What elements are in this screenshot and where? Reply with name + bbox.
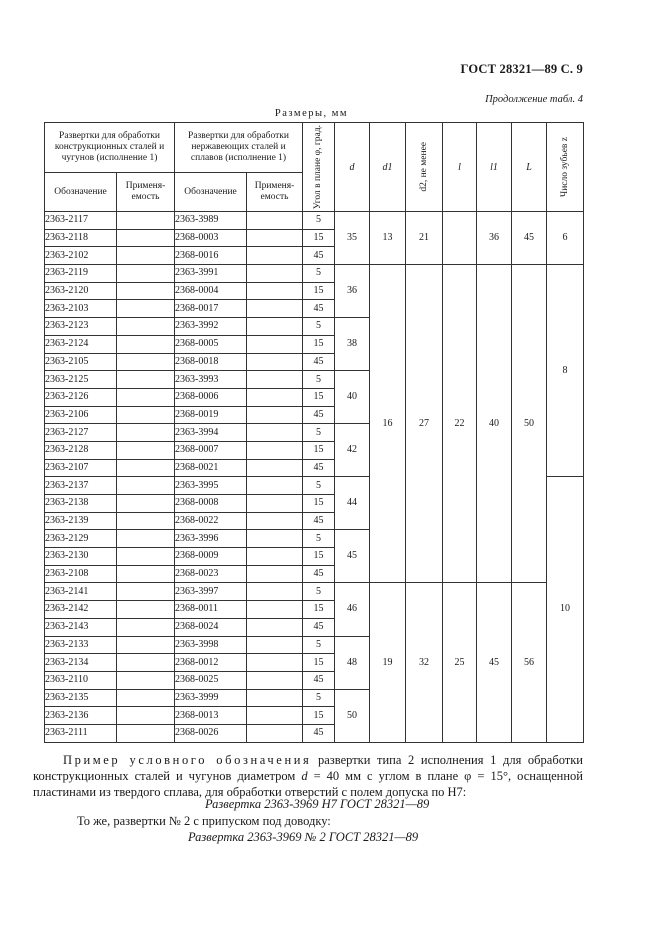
angle-value: 15	[303, 707, 335, 725]
angle-value: 15	[303, 601, 335, 619]
header-d2-text: d2, не менее	[418, 142, 429, 192]
reamer-table	[44, 122, 584, 743]
angle-value: 15	[303, 282, 335, 300]
angle-value: 45	[303, 247, 335, 265]
designation-structural: 2363-2108	[45, 565, 117, 583]
applicability-stainless	[247, 371, 303, 389]
header-applicability-2: Применя-емость	[247, 173, 303, 212]
applicability-stainless	[247, 441, 303, 459]
designation-stainless: 2368-0006	[175, 388, 247, 406]
example-paragraph	[33, 752, 583, 800]
d-value: 46	[335, 583, 370, 636]
angle-value: 15	[303, 548, 335, 566]
applicability-structural	[117, 229, 175, 247]
applicability-structural	[117, 689, 175, 707]
applicability-stainless	[247, 353, 303, 371]
header-group-structural: Развертки для обработки конструкционных сталей и чугунов (исполнение 1)	[45, 123, 175, 173]
designation-stainless: 2363-3998	[175, 636, 247, 654]
d1-value: 16	[370, 265, 406, 583]
designation-stainless: 2368-0013	[175, 707, 247, 725]
l1-value: 45	[477, 583, 512, 742]
applicability-structural	[117, 724, 175, 742]
d-value: 44	[335, 477, 370, 530]
designation-structural: 2363-2130	[45, 548, 117, 566]
applicability-structural	[117, 565, 175, 583]
header-designation-1: Обозначение	[45, 173, 117, 212]
l-value: 22	[443, 265, 477, 583]
designation-structural: 2363-2133	[45, 636, 117, 654]
designation-structural: 2363-2102	[45, 247, 117, 265]
angle-value: 5	[303, 636, 335, 654]
angle-value: 45	[303, 353, 335, 371]
designation-stainless: 2368-0008	[175, 495, 247, 513]
example-text: развертки типа 2 исполнения 1 для обработки конструкционных сталей и чугунов диаметром	[33, 753, 583, 783]
designation-stainless: 2368-0023	[175, 565, 247, 583]
designation-structural: 2363-2117	[45, 212, 117, 230]
designation-stainless: 2368-0019	[175, 406, 247, 424]
angle-value: 15	[303, 335, 335, 353]
d2-value: 21	[406, 212, 443, 265]
angle-value: 45	[303, 512, 335, 530]
applicability-structural	[117, 495, 175, 513]
teeth-value: 8	[547, 265, 584, 477]
applicability-structural	[117, 636, 175, 654]
applicability-stainless	[247, 618, 303, 636]
applicability-stainless	[247, 671, 303, 689]
angle-value: 5	[303, 265, 335, 283]
applicability-structural	[117, 212, 175, 230]
applicability-stainless	[247, 530, 303, 548]
designation-structural: 2363-2110	[45, 671, 117, 689]
applicability-structural	[117, 371, 175, 389]
applicability-structural	[117, 441, 175, 459]
designation-stainless: 2363-3994	[175, 424, 247, 442]
L-value: 45	[512, 212, 547, 265]
designation-structural: 2363-2111	[45, 724, 117, 742]
example-d-symbol: d	[301, 769, 308, 783]
designation-structural: 2363-2120	[45, 282, 117, 300]
example-text-2: = 40 мм с углом в плане φ = 15°, оснащенной пластинами из твердого сплава, для обработки отверстий с полем допуска по Н7:	[33, 769, 583, 799]
applicability-stainless	[247, 654, 303, 672]
l1-value: 40	[477, 265, 512, 583]
applicability-structural	[117, 388, 175, 406]
applicability-stainless	[247, 707, 303, 725]
teeth-value: 10	[547, 477, 584, 742]
header-d1: d1	[370, 123, 406, 212]
header-d2	[406, 123, 443, 212]
designation-structural: 2363-2105	[45, 353, 117, 371]
angle-value: 45	[303, 300, 335, 318]
applicability-stainless	[247, 229, 303, 247]
designation-stainless: 2368-0021	[175, 459, 247, 477]
header-teeth	[547, 123, 584, 212]
angle-value: 15	[303, 229, 335, 247]
applicability-stainless	[247, 282, 303, 300]
applicability-stainless	[247, 300, 303, 318]
d-value: 48	[335, 636, 370, 689]
l1-value: 36	[477, 212, 512, 265]
header-designation-2: Обозначение	[175, 173, 247, 212]
d-value: 36	[335, 265, 370, 318]
angle-value: 15	[303, 495, 335, 513]
designation-structural: 2363-2142	[45, 601, 117, 619]
angle-value: 45	[303, 565, 335, 583]
example-heading: Пример условного обозначения	[63, 753, 312, 767]
designation-structural: 2363-2141	[45, 583, 117, 601]
l-value: 25	[443, 583, 477, 742]
designation-stainless: 2368-0007	[175, 441, 247, 459]
header-angle	[303, 123, 335, 212]
designation-structural: 2363-2136	[45, 707, 117, 725]
table-continuation-label: Продолжение табл. 4	[485, 94, 583, 105]
applicability-stainless	[247, 495, 303, 513]
designation-structural: 2363-2134	[45, 654, 117, 672]
angle-value: 5	[303, 689, 335, 707]
d-value: 45	[335, 530, 370, 583]
designation-structural: 2363-2126	[45, 388, 117, 406]
applicability-structural	[117, 477, 175, 495]
applicability-structural	[117, 300, 175, 318]
header-teeth-text: Число зубьев z	[559, 137, 570, 197]
angle-value: 45	[303, 618, 335, 636]
applicability-stainless	[247, 565, 303, 583]
applicability-stainless	[247, 548, 303, 566]
designation-structural: 2363-2137	[45, 477, 117, 495]
applicability-structural	[117, 335, 175, 353]
applicability-stainless	[247, 512, 303, 530]
table-row	[45, 212, 584, 230]
d1-value: 13	[370, 212, 406, 265]
angle-value: 45	[303, 459, 335, 477]
designation-structural: 2363-2125	[45, 371, 117, 389]
designation-structural: 2363-2124	[45, 335, 117, 353]
designation-stainless: 2368-0012	[175, 654, 247, 672]
applicability-stainless	[247, 636, 303, 654]
page-header: ГОСТ 28321—89 С. 9	[460, 62, 583, 76]
applicability-stainless	[247, 318, 303, 336]
designation-structural: 2363-2106	[45, 406, 117, 424]
designation-stainless: 2368-0026	[175, 724, 247, 742]
applicability-structural	[117, 247, 175, 265]
designation-structural: 2363-2128	[45, 441, 117, 459]
angle-value: 5	[303, 424, 335, 442]
angle-value: 5	[303, 371, 335, 389]
applicability-stainless	[247, 601, 303, 619]
header-L: L	[512, 123, 547, 212]
designation-example-2: Развертка 2363-3969 № 2 ГОСТ 28321—89	[188, 830, 419, 844]
angle-value: 15	[303, 441, 335, 459]
designation-structural: 2363-2118	[45, 229, 117, 247]
angle-value: 5	[303, 477, 335, 495]
table-body	[45, 212, 584, 743]
applicability-stainless	[247, 247, 303, 265]
designation-structural: 2363-2123	[45, 318, 117, 336]
L-value: 50	[512, 265, 547, 583]
applicability-structural	[117, 512, 175, 530]
applicability-stainless	[247, 724, 303, 742]
header-l1: l1	[477, 123, 512, 212]
applicability-structural	[117, 353, 175, 371]
angle-value: 45	[303, 406, 335, 424]
table-row	[45, 583, 584, 601]
applicability-stainless	[247, 583, 303, 601]
designation-structural: 2363-2138	[45, 495, 117, 513]
designation-stainless: 2368-0022	[175, 512, 247, 530]
applicability-structural	[117, 424, 175, 442]
same-note: То же, развертки № 2 с припуском под доводку:	[77, 814, 331, 828]
applicability-structural	[117, 671, 175, 689]
applicability-stainless	[247, 477, 303, 495]
angle-value: 45	[303, 671, 335, 689]
applicability-structural	[117, 707, 175, 725]
header-angle-text: Угол в плане φ, град.	[313, 124, 324, 210]
applicability-structural	[117, 282, 175, 300]
designation-stainless: 2368-0017	[175, 300, 247, 318]
designation-structural: 2363-2127	[45, 424, 117, 442]
designation-stainless: 2363-3999	[175, 689, 247, 707]
d1-value: 19	[370, 583, 406, 742]
designation-structural: 2363-2135	[45, 689, 117, 707]
designation-structural: 2363-2119	[45, 265, 117, 283]
angle-value: 5	[303, 212, 335, 230]
d2-value: 32	[406, 583, 443, 742]
applicability-stainless	[247, 459, 303, 477]
designation-stainless: 2368-0024	[175, 618, 247, 636]
d-value: 42	[335, 424, 370, 477]
applicability-stainless	[247, 265, 303, 283]
applicability-stainless	[247, 406, 303, 424]
designation-stainless: 2368-0003	[175, 229, 247, 247]
angle-value: 15	[303, 388, 335, 406]
L-value: 56	[512, 583, 547, 742]
designation-stainless: 2363-3997	[175, 583, 247, 601]
d-value: 40	[335, 371, 370, 424]
designation-structural: 2363-2143	[45, 618, 117, 636]
designation-stainless: 2368-0025	[175, 671, 247, 689]
applicability-stainless	[247, 335, 303, 353]
applicability-structural	[117, 406, 175, 424]
designation-stainless: 2363-3996	[175, 530, 247, 548]
table-row	[45, 265, 584, 283]
header-l: l	[443, 123, 477, 212]
applicability-structural	[117, 318, 175, 336]
designation-stainless: 2368-0009	[175, 548, 247, 566]
designation-stainless: 2363-3989	[175, 212, 247, 230]
teeth-value: 6	[547, 212, 584, 265]
angle-value: 5	[303, 583, 335, 601]
designation-stainless: 2363-3992	[175, 318, 247, 336]
applicability-stainless	[247, 388, 303, 406]
designation-stainless: 2368-0011	[175, 601, 247, 619]
applicability-structural	[117, 530, 175, 548]
angle-value: 5	[303, 318, 335, 336]
designation-example-1: Развертка 2363-3969 Н7 ГОСТ 28321—89	[205, 797, 430, 811]
designation-structural: 2363-2103	[45, 300, 117, 318]
designation-structural: 2363-2139	[45, 512, 117, 530]
applicability-stainless	[247, 212, 303, 230]
applicability-structural	[117, 548, 175, 566]
applicability-structural	[117, 583, 175, 601]
angle-value: 15	[303, 654, 335, 672]
angle-value: 45	[303, 724, 335, 742]
header-group-stainless: Развертки для обработки нержавеющих сталей и сплавов (исполнение 1)	[175, 123, 303, 173]
designation-stainless: 2368-0004	[175, 282, 247, 300]
designation-stainless: 2368-0005	[175, 335, 247, 353]
header-applicability-1: Применя-емость	[117, 173, 175, 212]
applicability-structural	[117, 618, 175, 636]
d2-value: 27	[406, 265, 443, 583]
applicability-stainless	[247, 689, 303, 707]
angle-value: 5	[303, 530, 335, 548]
d-value: 50	[335, 689, 370, 742]
applicability-stainless	[247, 424, 303, 442]
d-value: 38	[335, 318, 370, 371]
applicability-structural	[117, 654, 175, 672]
header-d: d	[335, 123, 370, 212]
dimensions-caption: Размеры, мм	[274, 108, 349, 119]
designation-structural: 2363-2107	[45, 459, 117, 477]
applicability-structural	[117, 265, 175, 283]
applicability-structural	[117, 601, 175, 619]
applicability-structural	[117, 459, 175, 477]
designation-structural: 2363-2129	[45, 530, 117, 548]
designation-stainless: 2368-0016	[175, 247, 247, 265]
d-value: 35	[335, 212, 370, 265]
designation-stainless: 2363-3991	[175, 265, 247, 283]
l-value-empty	[443, 212, 477, 265]
designation-stainless: 2363-3995	[175, 477, 247, 495]
designation-stainless: 2368-0018	[175, 353, 247, 371]
designation-stainless: 2363-3993	[175, 371, 247, 389]
